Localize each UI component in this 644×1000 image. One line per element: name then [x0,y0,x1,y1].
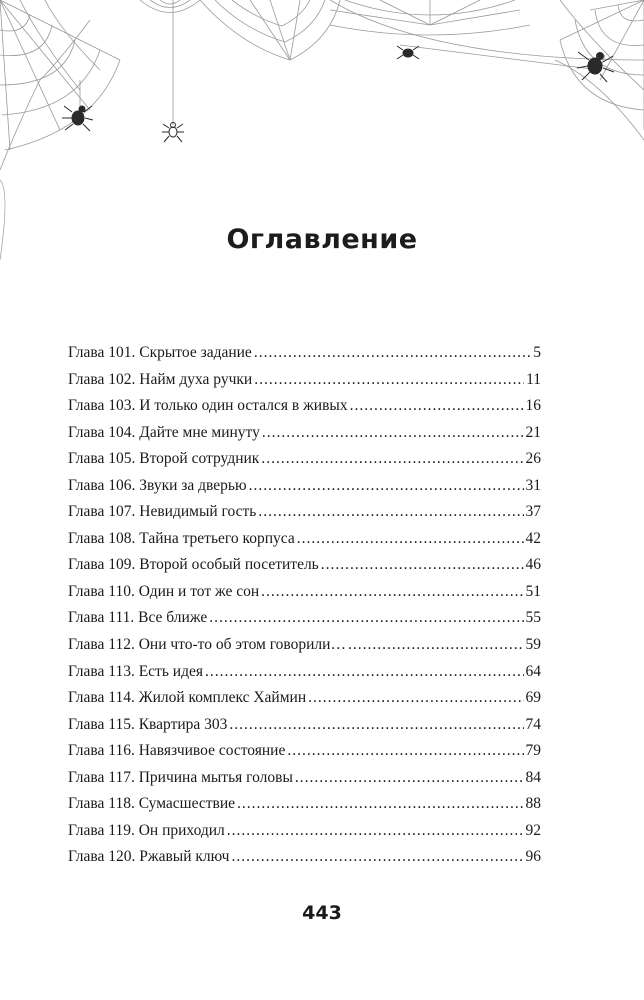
dot-leader [350,393,524,420]
toc-entry-page: 69 [525,689,541,707]
toc-entry-page: 92 [525,821,541,839]
dot-leader [261,446,523,473]
toc-entry-title: Глава 109. Второй особый посетитель [68,556,319,574]
toc-entry [68,367,541,394]
dot-leader [227,818,524,845]
page-title: Оглавление [226,224,418,255]
toc-entry-page: 88 [525,795,541,813]
dot-leader [297,526,524,553]
table-of-contents [68,340,541,871]
toc-entry [68,420,541,447]
toc-entry-page: 55 [525,609,541,627]
toc-entry-page: 59 [525,636,541,654]
toc-entry [68,340,541,367]
toc-entry [68,765,541,792]
page-number: 443 [302,902,342,924]
dot-leader [287,738,523,765]
toc-entry-title: Глава 117. Причина мытья головы [68,768,293,786]
toc-entry-page: 84 [525,768,541,786]
toc-entry-title: Глава 115. Квартира 303 [68,715,228,733]
toc-entry-title: Глава 118. Сумасшествие [68,795,236,813]
toc-entry [68,844,541,871]
dot-leader [205,659,524,686]
toc-entry [68,605,541,632]
dot-leader [261,579,523,606]
dot-leader [258,499,523,526]
toc-entry [68,712,541,739]
toc-entry [68,499,541,526]
toc-entry-title: Глава 116. Навязчивое состояние [68,742,286,760]
toc-entry-page: 74 [525,715,541,733]
toc-entry-page: 79 [525,742,541,760]
toc-entry [68,818,541,845]
toc-entry-page: 21 [525,423,541,441]
toc-entry-title: Глава 113. Есть идея [68,662,203,680]
toc-entry-title: Глава 104. Дайте мне минуту [68,423,260,441]
toc-entry [68,473,541,500]
toc-entry-page: 46 [525,556,541,574]
dot-leader [229,712,523,739]
toc-entry-title: Глава 111. Все ближе [68,609,208,627]
spider-web-decoration [0,0,644,260]
dot-leader [231,844,523,871]
toc-entry-title: Глава 106. Звуки за дверью [68,476,247,494]
toc-entry [68,526,541,553]
toc-entry [68,659,541,686]
toc-entry-page: 11 [526,370,541,388]
toc-entry-page: 42 [525,529,541,547]
toc-entry-page: 37 [525,503,541,521]
toc-entry [68,579,541,606]
toc-entry [68,685,541,712]
toc-entry-title: Глава 114. Жилой комплекс Хаймин [68,689,307,707]
toc-entry-title: Глава 105. Второй сотрудник [68,450,260,468]
toc-entry-page: 64 [525,662,541,680]
toc-entry [68,552,541,579]
toc-entry-title: Глава 102. Найм духа ручки [68,370,253,388]
toc-entry-page: 26 [525,450,541,468]
toc-entry-page: 51 [525,582,541,600]
toc-entry-title: Глава 110. Один и тот же сон [68,582,260,600]
toc-entry-title: Глава 112. Они что-то об этом говорили… [68,636,346,654]
toc-entry [68,393,541,420]
dot-leader [308,685,523,712]
toc-entry [68,446,541,473]
dot-leader [237,791,523,818]
toc-entry [68,738,541,765]
toc-entry-page: 5 [533,344,541,361]
toc-entry-page: 31 [525,476,541,494]
toc-entry-page: 96 [525,848,541,866]
toc-entry-title: Глава 119. Он приходил [68,821,225,839]
toc-entry-title: Глава 107. Невидимый гость [68,503,257,521]
dot-leader [321,552,524,579]
dot-leader [295,765,524,792]
dot-leader [209,605,523,632]
dot-leader [254,367,524,394]
dot-leader [348,632,524,659]
toc-entry [68,791,541,818]
toc-entry-title: Глава 108. Тайна третьего корпуса [68,529,295,547]
dot-leader [249,473,524,500]
dot-leader [254,340,531,367]
toc-entry-title: Глава 120. Ржавый ключ [68,848,230,866]
dot-leader [262,420,524,447]
toc-entry-title: Глава 101. Скрытое задание [68,344,252,361]
toc-entry [68,632,541,659]
toc-entry-title: Глава 103. И только один остался в живых [68,397,348,415]
toc-entry-page: 16 [525,397,541,415]
